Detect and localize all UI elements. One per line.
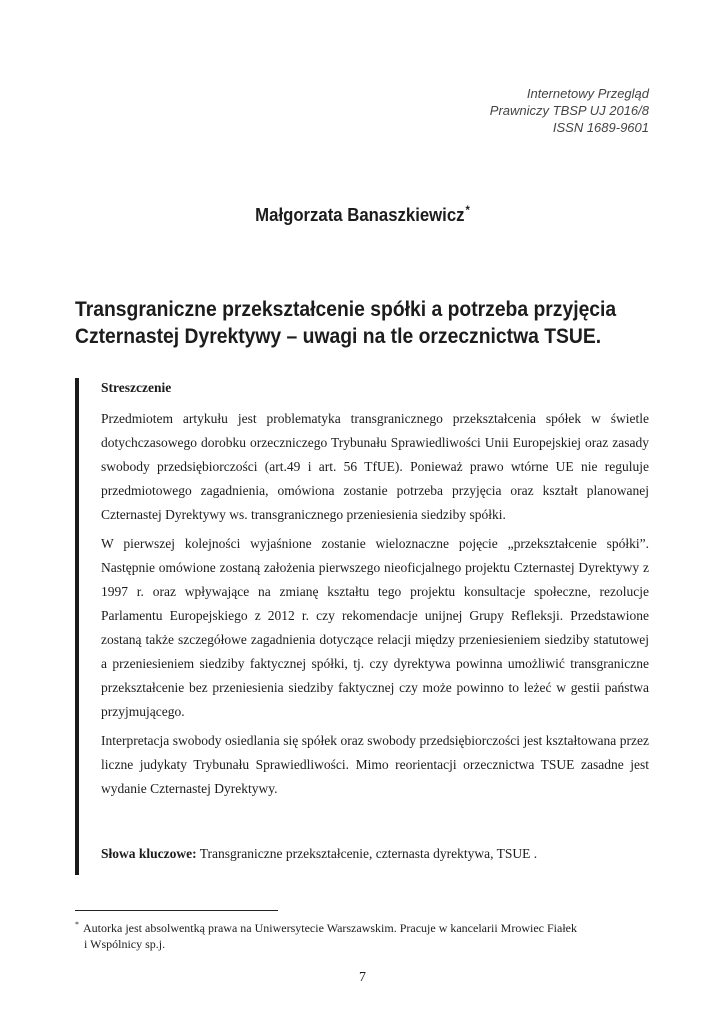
- title-line-2: Czternastej Dyrektywy – uwagi na tle orzecznictwa TSUE.: [75, 325, 602, 348]
- journal-line-2: Prawniczy TBSP UJ 2016/8: [489, 103, 649, 118]
- journal-line-1: Internetowy Przegląd: [526, 86, 649, 101]
- keywords-label: Słowa kluczowe:: [101, 846, 197, 861]
- abstract-paragraph-1: Przedmiotem artykułu jest problematyka transgranicznego przekształcenia spółek w świetle dotychczasowego dorobku orzeczniczego Trybunału Sprawiedliwości Unii Europejskiej oraz zasady swobody przedsiębiorczości (art.49 i art. 56 TfUE). Ponieważ prawo wtórne UE nie reguluje przedmiotowego zagadnienia, omówiona zostanie potrzeba przyjęcia oraz kształt planowanej Czternastej Dyrektywy ws. transgranicznego przeniesienia siedziby spółki.: [101, 411, 649, 522]
- keywords: [101, 842, 649, 866]
- page-number: 7: [359, 970, 366, 985]
- author-footnote-mark[interactable]: *: [465, 203, 470, 217]
- title-line-1: Transgraniczne przekształcenie spółki a potrzeba przyjęcia: [75, 298, 617, 321]
- footnote: [75, 917, 649, 952]
- article-title: [75, 296, 627, 350]
- footnote-divider: [75, 910, 278, 911]
- abstract-paragraph-2: W pierwszej kolejności wyjaśnione zostanie wieloznaczne pojęcie „przekształcenie spółki”. Następnie omówione zostaną założenia pierwszego nieoficjalnego projektu Czternastej Dyrektywy z 1997 r. oraz wpływające na zmianę kształtu tego projektu konsultacje społeczne, rezolucje Parlamentu Europejskiego z 2012 r. czy rekomendacje unijnej Grupy Refleksji. Przedstawione zostaną także szczegółowe zagadnienia dotyczące relacji między przeniesieniem siedziby statutowej a przeniesieniem siedziby faktycznej spółki, tj. czy dyrektywa powinna umożliwić transgraniczne przekształcenie bez przeniesienia siedziby faktycznej czy może powinno to leżeć w gestii państwa przyjmującego.: [101, 536, 649, 719]
- footnote-line-1: Autorka jest absolwentką prawa na Uniwersytecie Warszawskim. Pracuje w kancelarii Mrowiec Fiałek: [83, 921, 577, 935]
- author-name: Małgorzata Banaszkiewicz: [255, 205, 465, 225]
- journal-line-3: ISSN 1689-9601: [552, 120, 649, 135]
- author-name-block: [25, 203, 699, 226]
- journal-header: [490, 85, 649, 136]
- keywords-text: Transgraniczne przekształcenie, czternasta dyrektywa, TSUE .: [196, 846, 538, 861]
- footnote-mark: *: [75, 920, 79, 929]
- abstract-paragraph-3: Interpretacja swobody osiedlania się spółek oraz swobody przedsiębiorczości jest kształtowana przez liczne judykaty Trybunału Sprawiedliwości. Mimo reorientacji orzecznictwa TSUE zasadne jest wydanie Czternastej Dyrektywy.: [101, 733, 649, 796]
- abstract-side-bar: [75, 378, 79, 875]
- abstract: [101, 376, 649, 806]
- abstract-heading: Streszczenie: [101, 380, 172, 395]
- footnote-line-2: i Wspólnicy sp.j.: [84, 937, 166, 951]
